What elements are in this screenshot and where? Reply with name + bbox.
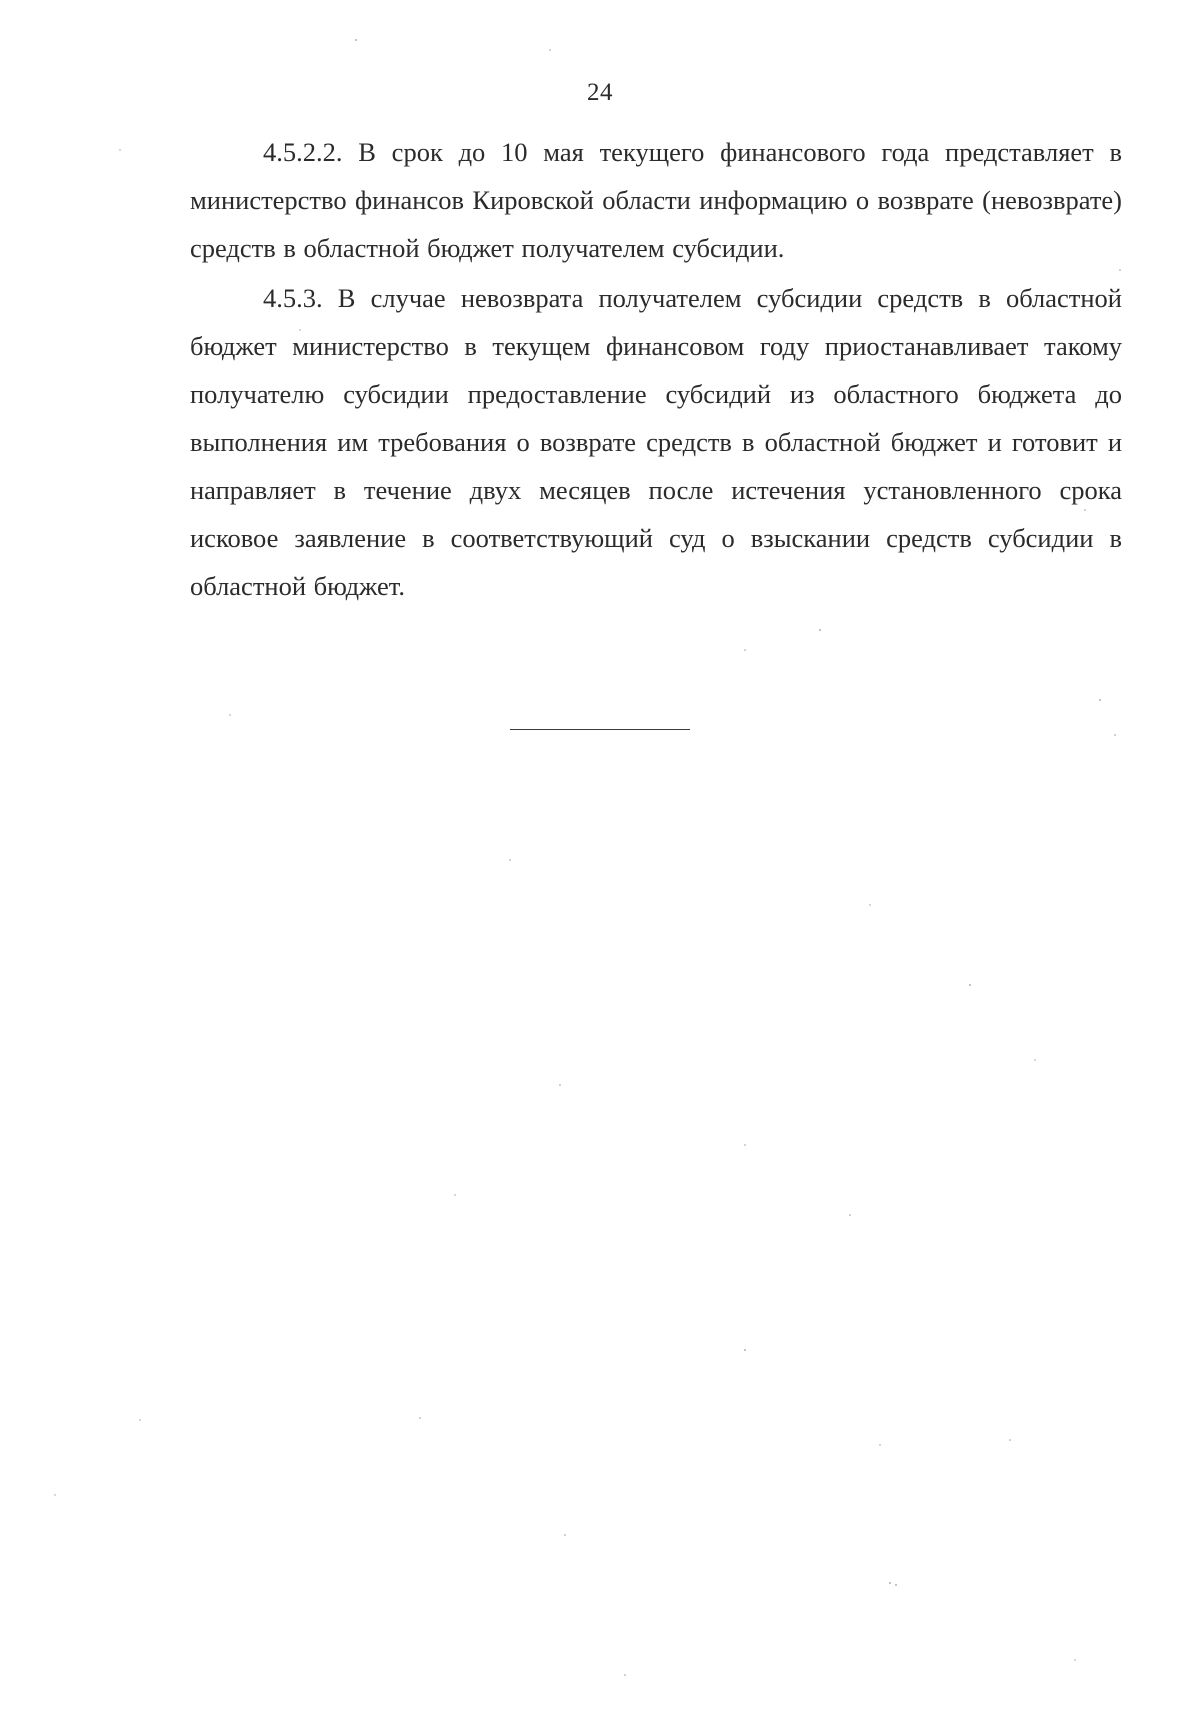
paragraph-4-5-3: 4.5.3. В случае невозврата получателем субсидии средств в областной бюджет министерство в текущем финансовом году приостанавливает такому получателю субсидии предоставление субсидий из областного бюджета до выполнения им требования о возврате средств в областной бюджет и готовит и направляет в течение двух месяцев после истечения установленного срока исковое заявление в соответствующий суд о взыскании средств субсидии в областной бюджет. (190, 283, 1122, 601)
paragraph-4-5-2-2: 4.5.2.2. В срок до 10 мая текущего финансового года представляет в министерство финансов Кировской области информацию о возврате (невозврате) средств в областной бюджет получателем субсидии. (190, 137, 1122, 263)
page-number: 24 (587, 79, 613, 106)
